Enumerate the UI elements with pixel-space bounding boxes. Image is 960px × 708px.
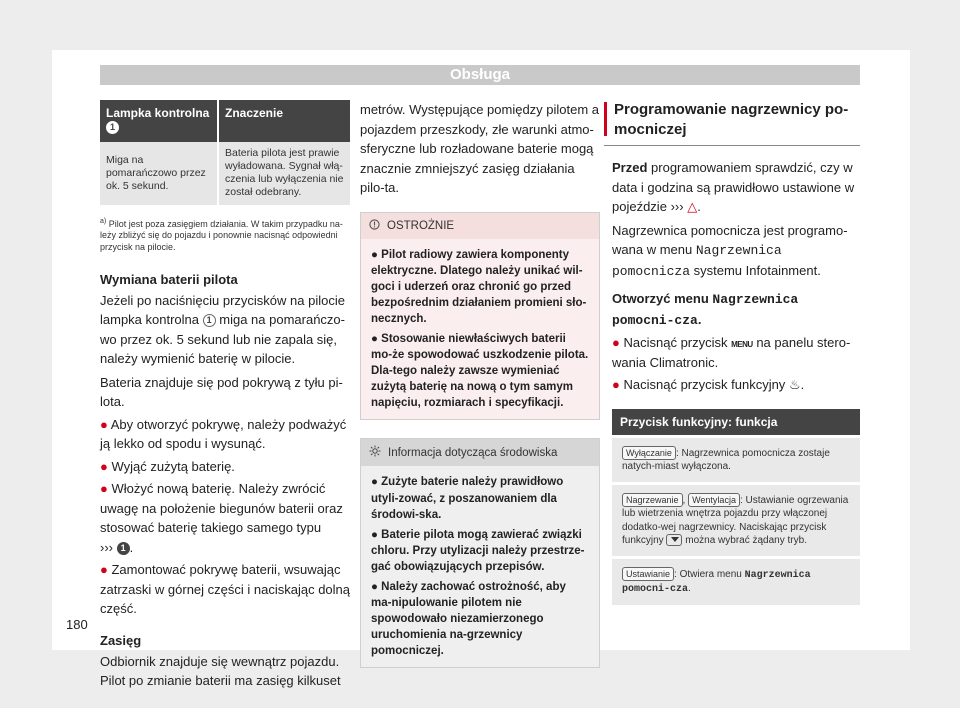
table-row: Ustawianie : Otwiera menu Nagrzewnica pomocni-cza.	[612, 559, 860, 605]
bullet-icon: ●	[612, 377, 620, 392]
marker-1-icon: 1	[203, 314, 216, 327]
warning-box	[360, 212, 600, 421]
table-header-indicator: Lampka kontrolna 1	[100, 100, 218, 142]
intro-paragraph: Przed programowaniem sprawdzić, czy w data i godzina są prawidłowo ustawione w pojeździe ››› △.	[612, 160, 855, 214]
table-row	[100, 142, 350, 205]
menu-button-icon: MENU	[731, 340, 753, 349]
list-item: ● Nacisnąć przycisk MENU na panelu stero-wania Climatronic.	[612, 335, 851, 370]
bullet-icon: ●	[371, 528, 378, 541]
table-row: Wyłączanie : Nagrzewnica pomocnicza zostaje natych-miast wyłączona.	[612, 438, 860, 482]
function-key-ventilation[interactable]: Wentylacja	[688, 493, 740, 507]
table-cell-meaning: Bateria pilota jest prawie wyładowana. Sygnał włą-czenia lub wyłączenia nie został odebrany.	[218, 142, 350, 205]
indicator-table	[100, 100, 350, 205]
range-paragraph-continued: metrów. Występujące pomiędzy pilotem a pojazdem przeszkody, złe warunki atmo-sferyczne lub rozładowane baterie mogą znacznie zmniejszyć zasięg działania pilo-ta.	[360, 102, 600, 195]
column-left	[100, 100, 350, 691]
function-table-header: Przycisk funkcyjny: funkcja	[612, 409, 860, 435]
bullet-icon: ●	[100, 481, 108, 497]
page-header: Obsługa	[100, 65, 860, 85]
list-item: ● Pilot radiowy zawiera komponenty elektryczne. Dlatego należy unikać wil-goci i uderzeń oraz chronić go przed bezpośrednim działaniem promieni sło-necznych.	[371, 248, 587, 325]
warning-triangle-icon: △	[687, 199, 698, 214]
function-key-settings[interactable]: Ustawianie	[622, 567, 674, 581]
environment-body	[361, 466, 599, 667]
battery-paragraph-1: Jeżeli po naciśnięciu przycisków na pilocie lampka kontrolna 1 miga na pomarańczo-wo przez ok. 5 sekund lub nie zapala się, należy wymienić baterię w pilocie.	[100, 292, 345, 367]
bullet-icon: ●	[100, 416, 108, 432]
note-marker-icon: 1	[117, 542, 130, 555]
section-title: Programowanie nagrzewnicy po-mocniczej	[604, 100, 860, 146]
cross-reference-arrow[interactable]: ›››	[670, 199, 684, 214]
warning-header: OSTROŻNIE	[361, 213, 599, 239]
dropdown-arrow-icon[interactable]	[666, 534, 682, 546]
bullet-icon: ●	[612, 335, 620, 350]
table-row: Nagrzewanie , Wentylacja : Ustawianie ogrzewania lub wietrzenia wnętrza pojazdu przy włączonej dodatko-wej nagrzewnicy. Naciskając przycisk funkcyjny można wybrać żądany tryb.	[612, 485, 860, 556]
bullet-icon: ●	[371, 581, 378, 593]
open-menu-heading: Otworzyć menu Nagrzewnica pomocni-cza.	[612, 291, 799, 328]
warning-body	[361, 239, 599, 420]
list-item: ● Zamontować pokrywę baterii, wsuwając zatrzaski w górnej części i naciskając dolną część.	[100, 562, 350, 617]
marker-1-icon: 1	[106, 121, 119, 134]
list-item: ● Stosowanie niewłaściwych baterii mo-że spowodować uszkodzenie pilota. Dla-tego należy zawsze wymieniać zużytą baterię na nową o tym samym napięciu, rozmiarach i specyfikacji.	[371, 332, 589, 410]
heater-function-icon: ♨	[788, 377, 801, 392]
bullet-icon: ●	[371, 476, 378, 489]
cross-reference-arrow[interactable]: ›››	[100, 539, 113, 555]
bullet-icon: ●	[371, 248, 378, 261]
list-item: ● Nacisnąć przycisk funkcyjny ♨.	[612, 377, 805, 392]
function-key-heating[interactable]: Nagrzewanie	[622, 493, 683, 507]
menu-paragraph: Nagrzewnica pomocnicza jest programo-wana w menu Nagrzewnica pomocnicza systemu Infotainment.	[612, 222, 848, 279]
environment-icon	[369, 445, 381, 460]
battery-heading: Wymiana baterii pilota	[100, 271, 238, 287]
list-item: ● Baterie pilota mogą zawierać związki chloru. Przy utylizacji należy przestrze-gać obowiązujących przepisów.	[371, 528, 585, 573]
column-middle	[360, 100, 600, 668]
range-heading: Zasięg	[100, 632, 142, 648]
list-item: ● Włożyć nową baterię. Należy zwrócić uwagę na położenie biegunów baterii oraz stosować baterię takiego samego typu ››› 1 .	[100, 481, 343, 555]
environment-info-box	[360, 438, 600, 668]
bullet-icon: ●	[100, 458, 108, 474]
list-item: ● Aby otworzyć pokrywę, należy podważyć ją lekko od spodu i wysunąć.	[100, 416, 347, 452]
column-right	[612, 100, 860, 605]
function-key-off[interactable]: Wyłączanie	[622, 446, 676, 460]
battery-paragraph-2: Bateria znajduje się pod pokrywą z tyłu pi-lota.	[100, 374, 343, 410]
list-item: ● Wyjąć zużytą baterię.	[100, 458, 235, 474]
range-paragraph: Odbiornik znajduje się wewnątrz pojazdu. Pilot po zmianie baterii ma zasięg kilkuset	[100, 653, 341, 689]
page-number: 180	[66, 617, 88, 632]
bullet-icon: ●	[371, 332, 378, 345]
function-key-table	[612, 409, 860, 605]
footnote: $^{a)}$ Pilot jest poza zasięgiem działania. W takim przypadku na-leży zbliżyć się do pojazdu i ponownie nacisnąć odpowiedni przycisk na pilocie.	[100, 217, 343, 252]
list-item: ● Zużyte baterie należy prawidłowo utyli-zować, z poszanowaniem dla środowi-ska.	[371, 476, 564, 521]
list-item: ● Należy zachować ostrożność, aby ma-nipulowanie pilotem nie spowodowało niezamierzonego uruchomienia na-grzewnicy pomocniczej.	[371, 581, 566, 658]
table-cell-state: Miga na pomarańczowo przez ok. 5 sekund.	[100, 142, 218, 205]
table-header-meaning: Znaczenie	[218, 100, 350, 142]
warning-icon	[369, 219, 380, 233]
bullet-icon: ●	[100, 562, 108, 578]
environment-header: Informacja dotycząca środowiska	[361, 439, 599, 466]
